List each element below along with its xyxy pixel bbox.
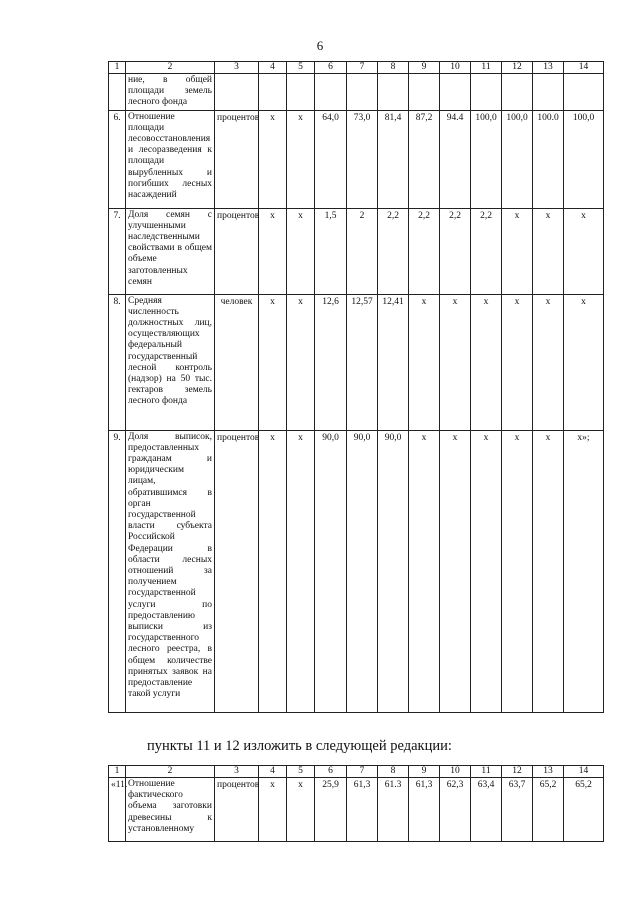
value-cell: 63,7 [502, 778, 533, 842]
header-cell: 13 [533, 766, 564, 778]
value-cell: 12,41 [378, 294, 409, 430]
header-cell: 6 [315, 62, 347, 74]
value-cell: x [259, 430, 287, 712]
value-cell: 63,4 [471, 778, 502, 842]
value-cell: x [409, 294, 440, 430]
value-cell: 87,2 [409, 110, 440, 208]
unit-of-measure: процентов [215, 430, 259, 712]
value-cell: x [287, 778, 315, 842]
header-cell: 3 [215, 62, 259, 74]
row-number: «11. [109, 778, 126, 842]
table-row [109, 110, 604, 208]
value-cell: 12,6 [315, 294, 347, 430]
value-cell: 2,2 [378, 208, 409, 294]
unit-of-measure: человек [215, 294, 259, 430]
row-number: 8. [109, 294, 126, 430]
value-cell: x [259, 110, 287, 208]
value-cell: x [440, 430, 471, 712]
value-cell: 25,9 [315, 778, 347, 842]
value-cell: 100,0 [502, 110, 533, 208]
indicator-name: Отношение площади лесовосстановления и лесоразведения к площади вырубленных и погибших лесных насаждений [126, 110, 215, 208]
indicator-name: ние, в общей площади земель лесного фонда [126, 74, 215, 111]
value-cell: 65,2 [533, 778, 564, 842]
header-cell: 4 [259, 766, 287, 778]
value-cell [287, 74, 315, 111]
value-cell: x [564, 294, 604, 430]
row-number [109, 74, 126, 111]
header-cell: 1 [109, 62, 126, 74]
header-row [109, 766, 604, 778]
value-cell: x [287, 110, 315, 208]
value-cell [378, 74, 409, 111]
value-cell: 2,2 [440, 208, 471, 294]
table-row [109, 294, 604, 430]
value-cell: 61,3 [347, 778, 378, 842]
value-cell [440, 74, 471, 111]
table-row [109, 430, 604, 712]
header-cell: 8 [378, 62, 409, 74]
value-cell: x [471, 430, 502, 712]
value-cell: 61,3 [409, 778, 440, 842]
value-cell: x [502, 208, 533, 294]
value-cell: x [471, 294, 502, 430]
value-cell: x [409, 430, 440, 712]
indicator-name: Отношение фактического объема заготовки древесины к установленному [126, 778, 215, 842]
value-cell [502, 74, 533, 111]
value-cell: 100,0 [471, 110, 502, 208]
indicators-table [108, 61, 604, 713]
header-cell: 5 [287, 766, 315, 778]
header-cell: 2 [126, 62, 215, 74]
indicator-name: Доля семян с улучшенными наследственными свойствами в общем объеме заготовленных семян [126, 208, 215, 294]
value-cell: 90,0 [378, 430, 409, 712]
header-cell: 10 [440, 766, 471, 778]
unit-of-measure: процентов [215, 110, 259, 208]
table-row [109, 74, 604, 111]
header-cell: 12 [502, 766, 533, 778]
value-cell: x»; [564, 430, 604, 712]
header-cell: 7 [347, 62, 378, 74]
value-cell: 100.0 [533, 110, 564, 208]
row-number: 7. [109, 208, 126, 294]
value-cell: x [259, 294, 287, 430]
value-cell: x [533, 208, 564, 294]
value-cell [533, 74, 564, 111]
value-cell: 12,57 [347, 294, 378, 430]
header-cell: 7 [347, 766, 378, 778]
header-cell: 12 [502, 62, 533, 74]
header-cell: 13 [533, 62, 564, 74]
value-cell: 64,0 [315, 110, 347, 208]
value-cell: 2 [347, 208, 378, 294]
value-cell: x [259, 778, 287, 842]
value-cell: 90,0 [347, 430, 378, 712]
page-number: 6 [316, 38, 324, 53]
value-cell: x [533, 294, 564, 430]
value-cell: x [533, 430, 564, 712]
value-cell: x [287, 294, 315, 430]
indicator-name: Доля выписок, предоставленных гражданам и юридическим лицам, обратившимся в орган государственной власти субъекта Российской Федерации в области лесных отношений за получением государственной услуги по предоставлению выписки из государственного лесного реестра, в общем количестве принятых заявок на предоставление такой услуги [126, 430, 215, 712]
value-cell: 65,2 [564, 778, 604, 842]
value-cell [409, 74, 440, 111]
indicator-name: Средняя численность должностных лиц, осуществляющих федеральный государственный лесной контроль (надзор) на 50 тыс. гектаров земель лесного фонда [126, 294, 215, 430]
value-cell: x [564, 208, 604, 294]
value-cell: x [259, 208, 287, 294]
value-cell: 2,2 [409, 208, 440, 294]
value-cell [259, 74, 287, 111]
header-cell: 3 [215, 766, 259, 778]
header-cell: 14 [564, 766, 604, 778]
header-cell: 5 [287, 62, 315, 74]
header-cell: 6 [315, 766, 347, 778]
header-cell: 9 [409, 766, 440, 778]
unit-of-measure: процентов [215, 208, 259, 294]
amendment-paragraph: пункты 11 и 12 изложить в следующей редакции: [147, 738, 452, 754]
table-row [109, 208, 604, 294]
value-cell: 2,2 [471, 208, 502, 294]
header-cell: 11 [471, 766, 502, 778]
value-cell [471, 74, 502, 111]
value-cell [564, 74, 604, 111]
value-cell: 1,5 [315, 208, 347, 294]
header-cell: 10 [440, 62, 471, 74]
value-cell [315, 74, 347, 111]
unit-of-measure: процентов [215, 778, 259, 842]
value-cell: 61.3 [378, 778, 409, 842]
value-cell: 73,0 [347, 110, 378, 208]
header-row [109, 62, 604, 74]
table-row [109, 778, 604, 842]
value-cell: 81,4 [378, 110, 409, 208]
value-cell: 62,3 [440, 778, 471, 842]
header-cell: 14 [564, 62, 604, 74]
value-cell [347, 74, 378, 111]
row-number: 9. [109, 430, 126, 712]
unit-of-measure [215, 74, 259, 111]
header-cell: 4 [259, 62, 287, 74]
value-cell: x [502, 294, 533, 430]
value-cell: x [287, 430, 315, 712]
value-cell: 90,0 [315, 430, 347, 712]
header-cell: 1 [109, 766, 126, 778]
header-cell: 2 [126, 766, 215, 778]
value-cell: x [287, 208, 315, 294]
value-cell: 94.4 [440, 110, 471, 208]
header-cell: 9 [409, 62, 440, 74]
value-cell: x [440, 294, 471, 430]
value-cell: 100,0 [564, 110, 604, 208]
header-cell: 8 [378, 766, 409, 778]
header-cell: 11 [471, 62, 502, 74]
indicators-table-continued [108, 765, 604, 842]
row-number: 6. [109, 110, 126, 208]
value-cell: x [502, 430, 533, 712]
